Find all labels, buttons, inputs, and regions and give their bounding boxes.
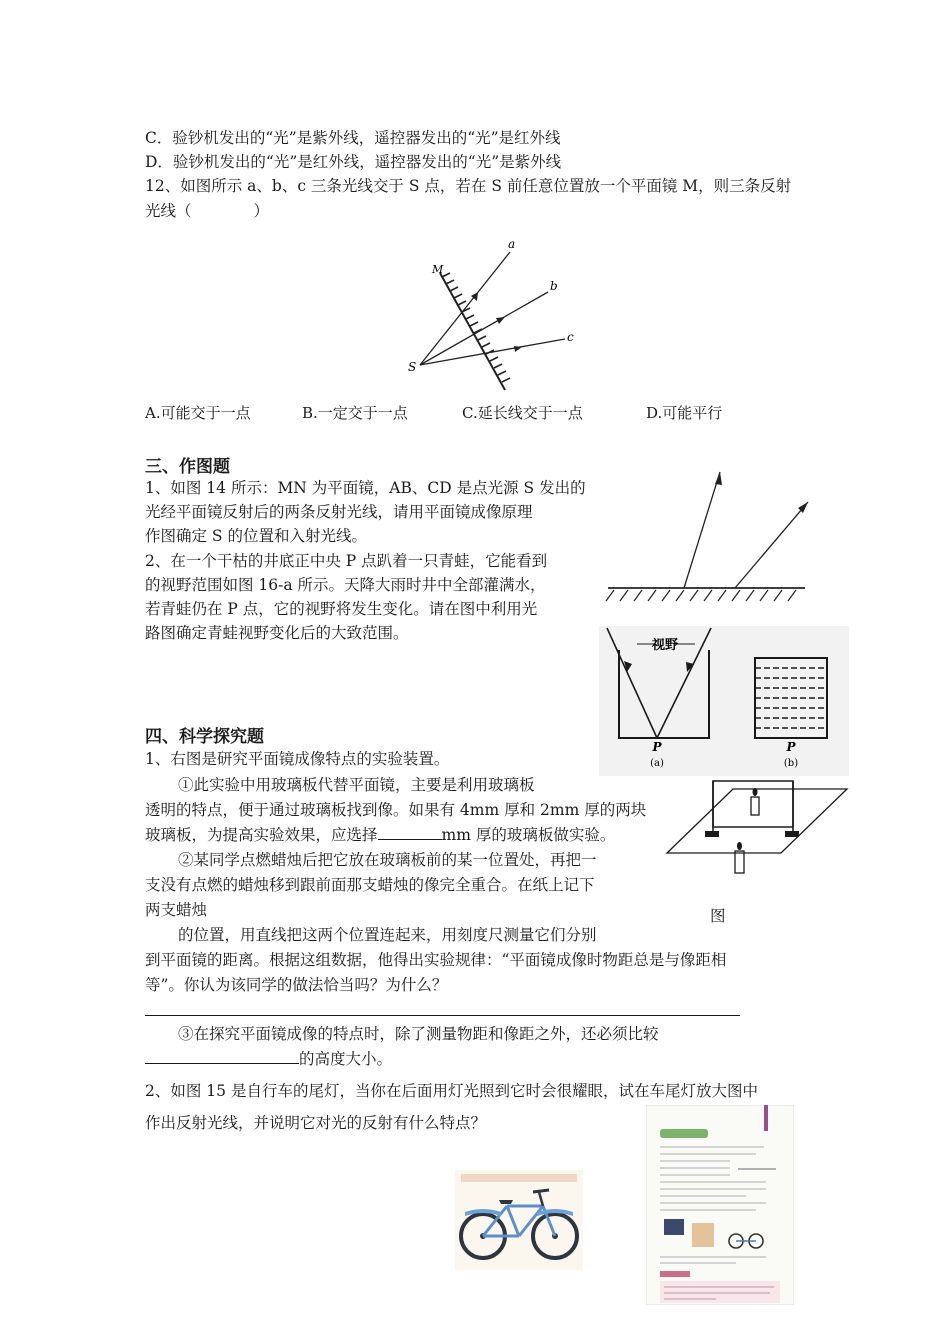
ray-c-label: c bbox=[567, 330, 574, 344]
q11-option-c: C．验钞机发出的“光”是紫外线，遥控器发出的“光”是红外线 bbox=[145, 129, 561, 147]
point-p-label-a: P bbox=[652, 740, 662, 754]
arrow-icon bbox=[715, 472, 722, 485]
textbook-page-image bbox=[646, 1105, 794, 1305]
s4-q1-part3-end: 的高度大小。 bbox=[299, 1050, 393, 1068]
s4-q1-part3-end-line bbox=[145, 1047, 392, 1071]
bicycle-image bbox=[455, 1170, 583, 1270]
q12-option-b: B.一定交于一点 bbox=[302, 404, 408, 422]
flame-icon bbox=[753, 788, 758, 796]
figure14-reflection bbox=[600, 460, 810, 620]
s4-q1-part1-line3 bbox=[145, 823, 615, 847]
s4-q1-part3-line: ③在探究平面镜成像的特点时，除了测量物距和像距之外，还必须比较 bbox=[178, 1025, 659, 1043]
s4-q1-part2-line6: 等”。你认为该同学的做法恰当吗？为什么？ bbox=[145, 976, 448, 994]
s3-q1-line1: 1、如图 14 所示：MN 为平面镜，AB、CD 是点光源 S 发出的 bbox=[145, 479, 586, 497]
point-p-label-b: P bbox=[786, 740, 796, 754]
s4-q1-part2-line3: 两支蜡烛 bbox=[145, 901, 208, 919]
s4-q1-part2-line1: ②某同学点燃蜡烛后把它放在玻璃板前的某一位置处，再把一 bbox=[178, 851, 597, 869]
figure16-well bbox=[599, 626, 849, 776]
mirror-m-label: M bbox=[432, 263, 444, 276]
s4-q2-line1: 2、如图 15 是自行车的尾灯，当你在后面用灯光照到它时会很耀眼，试在车尾灯放大图中 bbox=[145, 1082, 758, 1100]
figure-b-label: (b) bbox=[783, 758, 799, 769]
s4-q1-part1-line1: ①此实验中用玻璃板代替平面镜，主要是利用玻璃板 bbox=[178, 776, 535, 794]
q12-mirror-figure bbox=[400, 235, 600, 400]
arrow-icon bbox=[514, 346, 522, 352]
s4-q1-part2-line4: 的位置，用直线把这两个位置连起来，用刻度尺测量它们分别 bbox=[178, 926, 597, 944]
s3-q2-line2: 的视野范围如图 16-a 所示。天降大雨时井中全部灌满水， bbox=[145, 576, 546, 594]
q12-option-d: D.可能平行 bbox=[646, 404, 723, 422]
s3-q1-line3: 作图确定 S 的位置和入射光线。 bbox=[145, 527, 367, 545]
mirror-experiment-apparatus bbox=[665, 775, 850, 890]
section3-title: 三、作图题 bbox=[145, 457, 230, 477]
s3-q2-line1: 2、在一个干枯的井底正中央 P 点趴着一只青蛙，它能看到 bbox=[145, 552, 548, 570]
view-label: 视野 bbox=[651, 638, 679, 653]
section4-title: 四、科学探究题 bbox=[145, 727, 264, 747]
q12-option-c: C.延长线交于一点 bbox=[462, 404, 583, 422]
q12-stem-line1: 12、如图所示 a、b、c 三条光线交于 S 点，若在 S 前任意位置放一个平面镜 M，则三条反射 bbox=[145, 177, 792, 195]
ray-a-label: a bbox=[508, 237, 516, 251]
s4-q1-part1-pre: 玻璃板，为提高实验效果，应选择 bbox=[145, 826, 378, 844]
ray-b-label: b bbox=[550, 279, 558, 293]
s3-q2-line4: 路图确定青蛙视野变化后的大致范围。 bbox=[145, 624, 409, 642]
thickness-blank[interactable] bbox=[378, 823, 442, 840]
s3-q2-line3: 若青蛙仍在 P 点，它的视野将发生变化。请在图中利用光 bbox=[145, 600, 538, 618]
s4-q1-part2-line2: 支没有点燃的蜡烛移到跟前面那支蜡烛的像完全重合。在纸上记下 bbox=[145, 876, 595, 894]
point-s-label: S bbox=[408, 360, 417, 374]
answer-line[interactable] bbox=[145, 1015, 740, 1016]
s4-q2-line2: 作出反射光线，并说明它对光的反射有什么特点？ bbox=[145, 1114, 487, 1132]
arrow-icon bbox=[496, 317, 505, 324]
s4-q1-intro: 1、右图是研究平面镜成像特点的实验装置。 bbox=[145, 750, 450, 768]
q12-option-a: A.可能交于一点 bbox=[145, 404, 251, 422]
s4-q1-part1-line2: 透明的特点，便于通过玻璃板找到像。如果有 4mm 厚和 2mm 厚的两块 bbox=[145, 801, 647, 819]
q11-option-d: D．验钞机发出的“光”是红外线，遥控器发出的“光”是紫外线 bbox=[145, 153, 562, 171]
s4-q1-part2-line5: 到平面镜的距离。根据这组数据，他得出实验规律：“平面镜成像时物距总是与像距相 bbox=[145, 951, 727, 969]
apparatus-caption: 图 bbox=[710, 907, 726, 925]
s4-q1-part1-post: mm 厚的玻璃板做实验。 bbox=[441, 826, 616, 844]
s3-q1-line2: 光经平面镜反射后的两条反射光线，请用平面镜成像原理 bbox=[145, 503, 533, 521]
figure-a-label: (a) bbox=[650, 758, 664, 769]
flame-icon bbox=[737, 842, 742, 850]
q12-stem-line2: 光线（ ） bbox=[145, 202, 270, 220]
height-blank[interactable] bbox=[145, 1047, 299, 1064]
